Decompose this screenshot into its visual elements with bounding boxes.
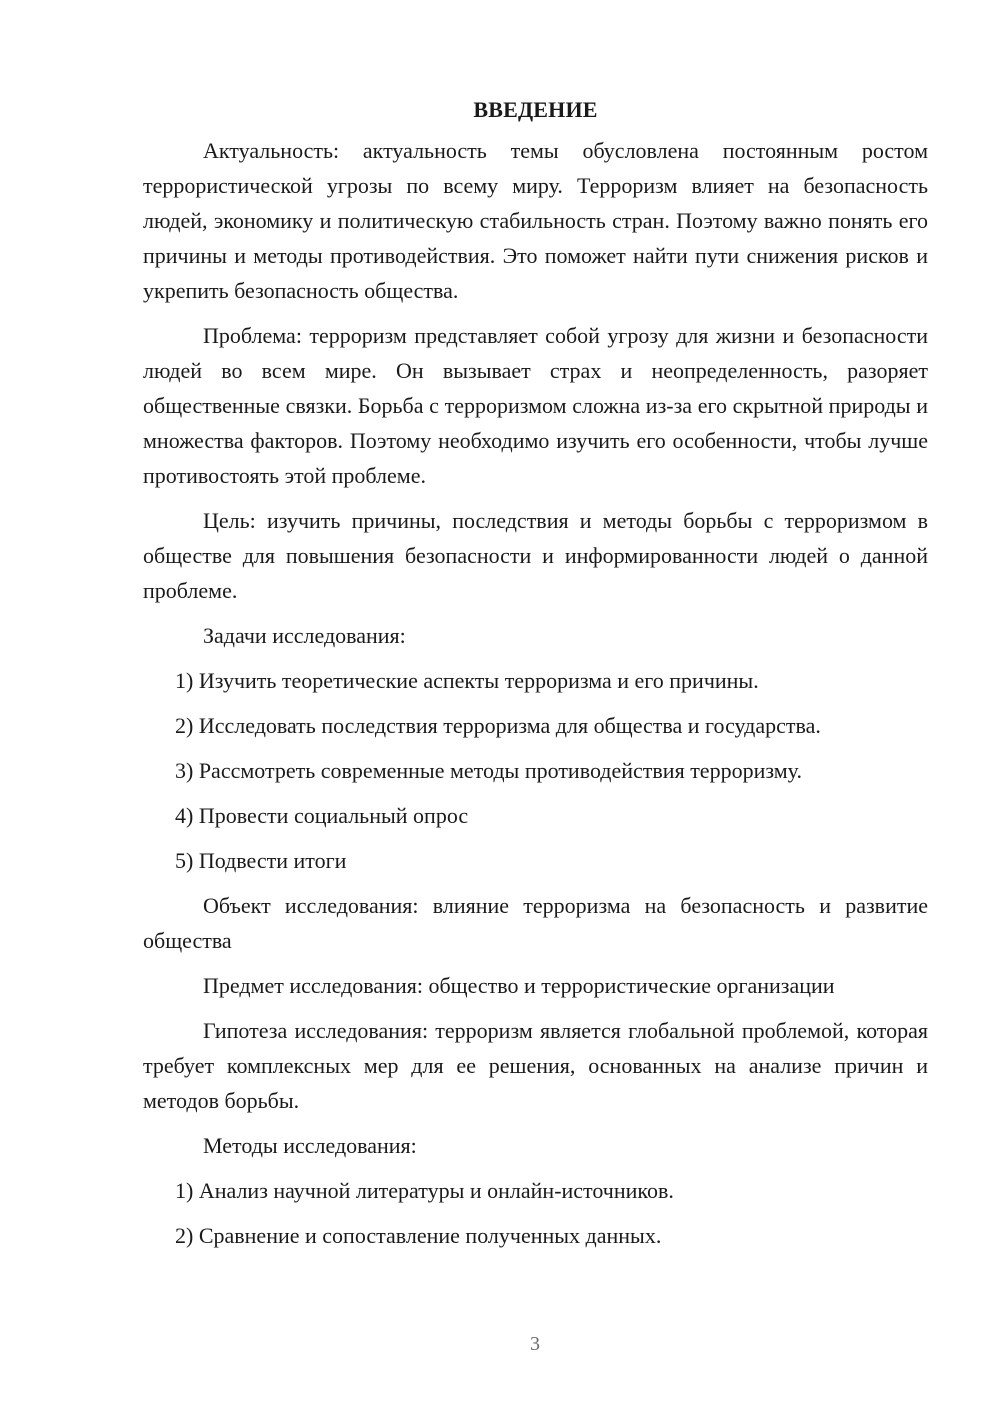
tasks-heading: Задачи исследования: xyxy=(203,623,406,648)
list-item: 5) Подвести итоги xyxy=(175,848,347,873)
page-number: 3 xyxy=(530,1333,540,1355)
list-item: 2) Сравнение и сопоставление полученных данных. xyxy=(175,1223,662,1248)
methods-list xyxy=(143,1173,928,1253)
list-item: 4) Провести социальный опрос xyxy=(175,803,469,828)
list-item: 1) Изучить теоретические аспекты терроризма и его причины. xyxy=(175,668,759,693)
list-item: 3) Рассмотреть современные методы противодействия терроризму. xyxy=(175,758,802,783)
list-item: 2) Исследовать последствия терроризма для общества и государства. xyxy=(175,713,821,738)
methods-heading: Методы исследования: xyxy=(203,1133,417,1158)
problem-paragraph: Проблема: терроризм представляет собой угрозу для жизни и безопасности людей во всем мире. Он вызывает страх и неопределенность, разоряет общественные связки. Борьба с терроризмом сложна из-за его скрытной природы и множества факторов. Поэтому необходимо изучить его особенности, чтобы лучше противостоять этой проблеме. xyxy=(143,323,928,488)
subject-paragraph: Предмет исследования: общество и террористические организации xyxy=(203,973,835,998)
goal-paragraph: Цель: изучить причины, последствия и методы борьбы с терроризмом в обществе для повышения безопасности и информированности людей о данной проблеме. xyxy=(143,508,928,603)
list-item: 1) Анализ научной литературы и онлайн-источников. xyxy=(175,1178,674,1203)
document-page xyxy=(143,95,928,1263)
section-title: ВВЕДЕНИЕ xyxy=(473,97,598,122)
tasks-list xyxy=(143,663,928,878)
hypothesis-paragraph: Гипотеза исследования: терроризм является глобальной проблемой, которая требует комплексных мер для ее решения, основанных на анализе причин и методов борьбы. xyxy=(143,1018,928,1113)
object-paragraph: Объект исследования: влияние терроризма на безопасность и развитие общества xyxy=(143,893,928,953)
relevance-paragraph: Актуальность: актуальность темы обусловлена постоянным ростом террористической угрозы по всему миру. Терроризм влияет на безопасность людей, экономику и политическую стабильность стран. Поэтому важно понять его причины и методы противодействия. Это поможет найти пути снижения рисков и укрепить безопасность общества. xyxy=(143,138,928,303)
